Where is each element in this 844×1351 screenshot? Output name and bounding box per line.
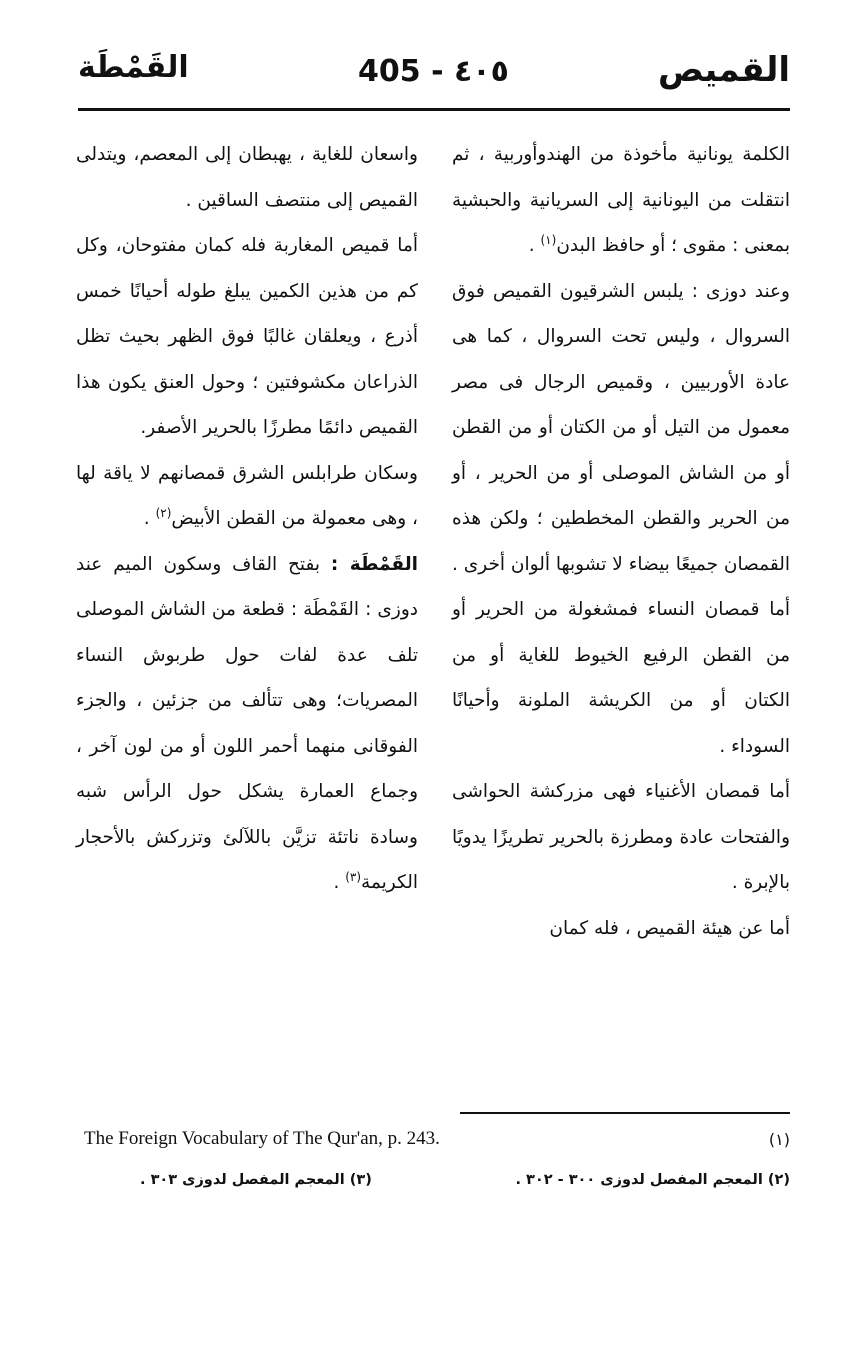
paragraph: واسعان للغاية ، يهبطان إلى المعصم، ويتدلى القميص إلى منتصف الساقين .: [76, 144, 418, 211]
header-left-term: القَمْطَة: [78, 50, 189, 85]
right-column: [452, 132, 790, 951]
header-right-term: القميص: [658, 50, 790, 90]
paragraph: أما قميص المغاربة فله كمان مفتوحان، وكل كم من هذين الكمين يبلغ طوله أحيانًا خمس أذرع ، ويعلقان غالبًا فوق الظهر بحيث تظل الذراعان مكشوفتين ؛ وحول العنق يكون هذا القميص دائمًا مطرزًا بالحرير الأصفر.: [76, 235, 418, 438]
footnote-2: (٢) المعجم المفصل لدوزى ٣٠٠ - ٣٠٢ .: [515, 1172, 790, 1188]
footnote-1-number: (١): [768, 1130, 790, 1149]
header-rule: [78, 108, 790, 111]
left-column: [76, 132, 418, 906]
paragraph: أما قمصان الأغنياء فهى مزركشة الحواشى والفتحات عادة ومطرزة بالحرير تطريزًا يدويًا بالإبرة .: [452, 781, 790, 893]
page-header: [78, 44, 790, 104]
paragraph: وعند دوزى : يلبس الشرقيون القميص فوق السروال ، وليس تحت السروال ، كما هى عادة الأوربيين ، وقميص الرجال فى مصر معمول من التيل أو من الكتان أو من القطن أو من الشاش الموصلى أو من الحرير ، أو من الحرير والقطن المخططين ؛ ولكن هذه القمصان جميعًا بيضاء لا تشوبها ألوان أخرى . أما قمصان النساء فمشغولة من الحرير أو من القطن الرفيع الخيوط للغاية أو من الكتان أو من الكريشة الملونة وأحيانًا السوداء .: [452, 280, 790, 757]
paragraph: الكلمة يونانية مأخوذة من الهندوأوربية ، ثم انتقلت من اليونانية إلى السريانية والحبشية بمعنى : مقوى ؛ أو حافظ البدن$^{(١)}$ .: [452, 144, 790, 256]
footnote-3: (٣) المعجم المفصل لدوزى ٣٠٣ .: [140, 1172, 372, 1188]
footnote-ref: (١): [540, 232, 557, 247]
footnote-ref: (٣): [345, 869, 362, 884]
entry-term: القَمْطَة :: [330, 553, 418, 575]
paragraph: وسكان طرابلس الشرق قمصانهم لا ياقة لها ، وهى معمولة من القطن الأبيض$^{(٢)}$ .: [76, 462, 418, 529]
paragraph: أما عن هيئة القميص ، فله كمان: [549, 917, 790, 939]
entry-paragraph: القَمْطَة : بفتح القاف وسكون الميم عند دوزى : القَمْطَة : قطعة من الشاش الموصلى تلف عدة لفات حول طربوش النساء المصريات؛ وهى تتألف من جزئين ، والجزء الفوقانى منهما أحمر اللون أو من لون آخر ، وجماع العمارة يشكل حول الرأس شبه وسادة ناتئة تزيَّن باللآلئ وتزركش بالأحجار الكريمة$^{(٣)}$ .: [76, 553, 418, 893]
footnote-ref: (٢): [155, 505, 172, 520]
footnote-1-text: The Foreign Vocabulary of The Qur'an, p. 243.: [84, 1128, 440, 1149]
footnote-rule: [460, 1112, 790, 1114]
page-number: 405 - ٤٠٥: [358, 54, 509, 89]
footnote-1: [84, 1128, 790, 1158]
